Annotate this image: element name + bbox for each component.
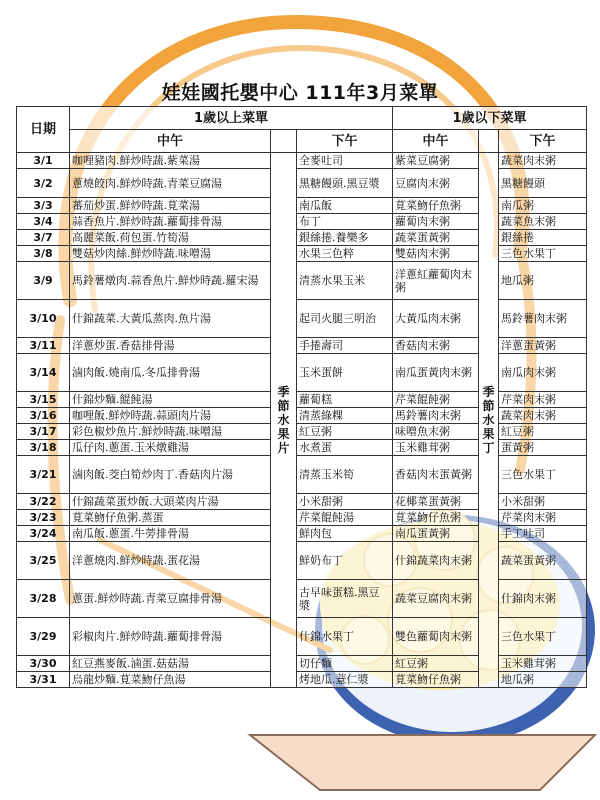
table-row	[17, 262, 587, 300]
snack-over-1-cell: 手捲壽司	[297, 338, 393, 354]
table-row	[17, 246, 587, 262]
lunch-under-1-cell: 玉米雞茸粥	[393, 440, 479, 456]
lunch-under-1-cell: 莧菜魩仔魚粥	[393, 672, 479, 688]
lunch-under-1-cell: 南瓜蛋黃肉末粥	[393, 354, 479, 392]
snack-under-1-cell: 玉米雞茸粥	[499, 656, 587, 672]
snack-over-1-cell: 水果三色粹	[297, 246, 393, 262]
noon-header-under-1: 中午	[393, 130, 479, 153]
menu-table	[16, 106, 587, 688]
lunch-under-1-cell: 蘿蔔肉末粥	[393, 214, 479, 230]
snack-under-1-cell: 蔬菜肉末粥	[499, 408, 587, 424]
lunch-under-1-cell: 味噌魚末粥	[393, 424, 479, 440]
lunch-under-1-cell: 莧菜魩仔魚粥	[393, 510, 479, 526]
lunch-over-1-cell: 咖哩飯.鮮炒時蔬.蒜頭肉片湯	[70, 408, 271, 424]
snack-under-1-cell: 蔬菜肉末粥	[499, 153, 587, 169]
snack-over-1-cell: 黑糖饅頭.黑豆漿	[297, 169, 393, 198]
date-cell: 3/25	[17, 542, 70, 580]
lunch-over-1-cell: 蔥燒餃肉.鮮炒時蔬.青菜豆腐湯	[70, 169, 271, 198]
table-row	[17, 338, 587, 354]
date-cell: 3/11	[17, 338, 70, 354]
lunch-over-1-cell: 雙菇炒肉絲.鮮炒時蔬.味噌湯	[70, 246, 271, 262]
afternoon-header-over-1: 下午	[297, 130, 393, 153]
snack-under-1-cell: 手工吐司	[499, 526, 587, 542]
lunch-under-1-cell: 紫菜豆腐粥	[393, 153, 479, 169]
table-row	[17, 169, 587, 198]
date-cell: 3/14	[17, 354, 70, 392]
lunch-over-1-cell: 什錦蔬菜蛋炒飯.大頭菜肉片湯	[70, 494, 271, 510]
date-cell: 3/22	[17, 494, 70, 510]
table-row	[17, 424, 587, 440]
snack-over-1-cell: 蘿蔔糕	[297, 392, 393, 408]
lunch-under-1-cell: 莧菜魩仔魚粥	[393, 198, 479, 214]
table-row	[17, 494, 587, 510]
snack-under-1-cell: 什錦肉末粥	[499, 580, 587, 618]
snack-under-1-cell: 地瓜粥	[499, 262, 587, 300]
lunch-over-1-cell: 南瓜飯.蔥蛋.牛蒡排骨湯	[70, 526, 271, 542]
snack-over-1-cell: 小米甜粥	[297, 494, 393, 510]
table-row	[17, 526, 587, 542]
date-cell: 3/9	[17, 262, 70, 300]
snack-under-1-cell: 地瓜粥	[499, 672, 587, 688]
date-cell: 3/7	[17, 230, 70, 246]
snack-under-1-cell: 馬鈴薯肉末粥	[499, 300, 587, 338]
snack-under-1-cell: 小米甜粥	[499, 494, 587, 510]
lunch-over-1-cell: 馬鈴薯燉肉.蒜香魚片.鮮炒時蔬.羅宋湯	[70, 262, 271, 300]
seasonal-fruit-column-under	[479, 153, 499, 688]
date-cell: 3/10	[17, 300, 70, 338]
lunch-under-1-cell: 蔬菜豆腐肉末粥	[393, 580, 479, 618]
snack-under-1-cell: 三色水果丁	[499, 618, 587, 656]
table-row	[17, 230, 587, 246]
page-title: 娃娃國托嬰中心 111年3月菜單	[161, 82, 439, 104]
table-row	[17, 392, 587, 408]
snack-under-1-cell: 蔬菜魚末粥	[499, 214, 587, 230]
lunch-under-1-cell: 香菇肉末蛋黃粥	[393, 456, 479, 494]
snack-under-1-cell: 南瓜肉末粥	[499, 354, 587, 392]
snack-over-1-cell: 切仔麵	[297, 656, 393, 672]
lunch-under-1-cell: 馬鈴薯肉末粥	[393, 408, 479, 424]
table-row	[17, 618, 587, 656]
date-cell: 3/1	[17, 153, 70, 169]
menu-body	[17, 153, 587, 688]
snack-under-1-cell: 三色水果丁	[499, 246, 587, 262]
table-row	[17, 198, 587, 214]
seasonal-fruit-label-under: 季節水果丁	[482, 385, 495, 455]
snack-over-1-cell: 起司火腿三明治	[297, 300, 393, 338]
snack-under-1-cell: 銀絲捲	[499, 230, 587, 246]
table-row	[17, 214, 587, 230]
snack-over-1-cell: 鮮奶布丁	[297, 542, 393, 580]
lunch-under-1-cell: 南瓜蛋黃粥	[393, 526, 479, 542]
lunch-over-1-cell: 彩椒肉片.鮮炒時蔬.蘿蔔排骨湯	[70, 618, 271, 656]
table-row	[17, 542, 587, 580]
lunch-over-1-cell: 洋蔥炒蛋.香菇排骨湯	[70, 338, 271, 354]
snack-under-1-cell: 南瓜粥	[499, 198, 587, 214]
lunch-under-1-cell: 大黃瓜肉末粥	[393, 300, 479, 338]
snack-under-1-cell: 蔬菜蛋黃粥	[499, 542, 587, 580]
snack-under-1-cell: 三色水果丁	[499, 456, 587, 494]
date-cell: 3/17	[17, 424, 70, 440]
lunch-over-1-cell: 什錦蔬菜.大黃瓜蒸肉.魚片湯	[70, 300, 271, 338]
snack-over-1-cell: 南瓜飯	[297, 198, 393, 214]
snack-under-1-cell: 紅豆粥	[499, 424, 587, 440]
date-cell: 3/8	[17, 246, 70, 262]
group-header-over-1: 1歲以上菜單	[70, 107, 393, 130]
lunch-over-1-cell: 彩色椒炒魚片.鮮炒時蔬.味噌湯	[70, 424, 271, 440]
date-cell: 3/30	[17, 656, 70, 672]
snack-over-1-cell: 鮮肉包	[297, 526, 393, 542]
lunch-over-1-cell: 蒜香魚片.鮮炒時蔬.蘿蔔排骨湯	[70, 214, 271, 230]
snack-under-1-cell: 芹菜肉末粥	[499, 392, 587, 408]
lunch-under-1-cell: 雙菇肉末粥	[393, 246, 479, 262]
lunch-over-1-cell: 高麗菜飯.荷包蛋.竹筍湯	[70, 230, 271, 246]
date-cell: 3/23	[17, 510, 70, 526]
table-row	[17, 300, 587, 338]
table-row	[17, 510, 587, 526]
date-cell: 3/28	[17, 580, 70, 618]
noon-header-over-1: 中午	[70, 130, 271, 153]
date-cell: 3/21	[17, 456, 70, 494]
snack-under-1-cell: 黑糖饅頭	[499, 169, 587, 198]
lunch-over-1-cell: 瓜仔肉.蔥蛋.玉米燉雞湯	[70, 440, 271, 456]
lunch-under-1-cell: 香菇肉末粥	[393, 338, 479, 354]
table-row	[17, 580, 587, 618]
lunch-under-1-cell: 雙色蘿蔔肉末粥	[393, 618, 479, 656]
lunch-over-1-cell: 紅豆燕麥飯.滷蛋.菇菇湯	[70, 656, 271, 672]
snack-over-1-cell: 烤地瓜.薏仁漿	[297, 672, 393, 688]
date-cell: 3/29	[17, 618, 70, 656]
snack-over-1-cell: 玉米蛋餅	[297, 354, 393, 392]
snack-over-1-cell: 銀絲捲.養樂多	[297, 230, 393, 246]
date-header: 日期	[17, 107, 70, 153]
table-row	[17, 456, 587, 494]
fruit-header-spacer-under	[479, 130, 499, 153]
fruit-header-spacer	[271, 130, 297, 153]
snack-under-1-cell: 洋蔥蛋黃粥	[499, 338, 587, 354]
seasonal-fruit-label: 季節水果片	[277, 385, 290, 455]
date-cell: 3/15	[17, 392, 70, 408]
table-row	[17, 354, 587, 392]
seasonal-fruit-column	[271, 153, 297, 688]
lunch-over-1-cell: 咖哩豬肉.鮮炒時蔬.紫菜湯	[70, 153, 271, 169]
date-cell: 3/18	[17, 440, 70, 456]
table-row	[17, 408, 587, 424]
snack-over-1-cell: 清蒸水果玉米	[297, 262, 393, 300]
lunch-under-1-cell: 芹菜餛飩粥	[393, 392, 479, 408]
date-cell: 3/16	[17, 408, 70, 424]
snack-over-1-cell: 古早味蛋糕.黑豆漿	[297, 580, 393, 618]
snack-over-1-cell: 布丁	[297, 214, 393, 230]
snack-under-1-cell: 蛋黃粥	[499, 440, 587, 456]
lunch-over-1-cell: 莧菜魩仔魚粥.蒸蛋	[70, 510, 271, 526]
date-cell: 3/3	[17, 198, 70, 214]
table-row	[17, 440, 587, 456]
snack-over-1-cell: 全麥吐司	[297, 153, 393, 169]
afternoon-header-under-1: 下午	[499, 130, 587, 153]
lunch-under-1-cell: 蔬菜蛋黃粥	[393, 230, 479, 246]
date-cell: 3/24	[17, 526, 70, 542]
date-cell: 3/2	[17, 169, 70, 198]
lunch-over-1-cell: 什錦炒麵.餛飩湯	[70, 392, 271, 408]
lunch-under-1-cell: 豆腐肉末粥	[393, 169, 479, 198]
group-header-under-1: 1歲以下菜單	[393, 107, 587, 130]
table-row	[17, 672, 587, 688]
lunch-under-1-cell: 紅豆粥	[393, 656, 479, 672]
lunch-over-1-cell: 蕃茄炒蛋.鮮炒時蔬.莧菜湯	[70, 198, 271, 214]
date-cell: 3/4	[17, 214, 70, 230]
lunch-over-1-cell: 蔥蛋.鮮炒時蔬.青菜豆腐排骨湯	[70, 580, 271, 618]
table-row	[17, 153, 587, 169]
lunch-under-1-cell: 什錦蔬菜肉末粥	[393, 542, 479, 580]
lunch-over-1-cell: 洋蔥燒肉.鮮炒時蔬.蛋花湯	[70, 542, 271, 580]
lunch-over-1-cell: 烏龍炒麵.莧菜魩仔魚湯	[70, 672, 271, 688]
table-row	[17, 656, 587, 672]
lunch-over-1-cell: 滷肉飯.茭白筍炒肉丁.香菇肉片湯	[70, 456, 271, 494]
snack-over-1-cell: 清蒸玉米筍	[297, 456, 393, 494]
snack-over-1-cell: 芹菜餛飩湯	[297, 510, 393, 526]
lunch-under-1-cell: 花椰菜蛋黃粥	[393, 494, 479, 510]
lunch-over-1-cell: 滷肉飯.燒南瓜.冬瓜排骨湯	[70, 354, 271, 392]
snack-over-1-cell: 水煮蛋	[297, 440, 393, 456]
lunch-under-1-cell: 洋蔥紅蘿蔔肉末粥	[393, 262, 479, 300]
date-cell: 3/31	[17, 672, 70, 688]
snack-over-1-cell: 清蒸綠粿	[297, 408, 393, 424]
snack-over-1-cell: 紅豆粥	[297, 424, 393, 440]
snack-over-1-cell: 什錦水果丁	[297, 618, 393, 656]
snack-under-1-cell: 芹菜肉末粥	[499, 510, 587, 526]
